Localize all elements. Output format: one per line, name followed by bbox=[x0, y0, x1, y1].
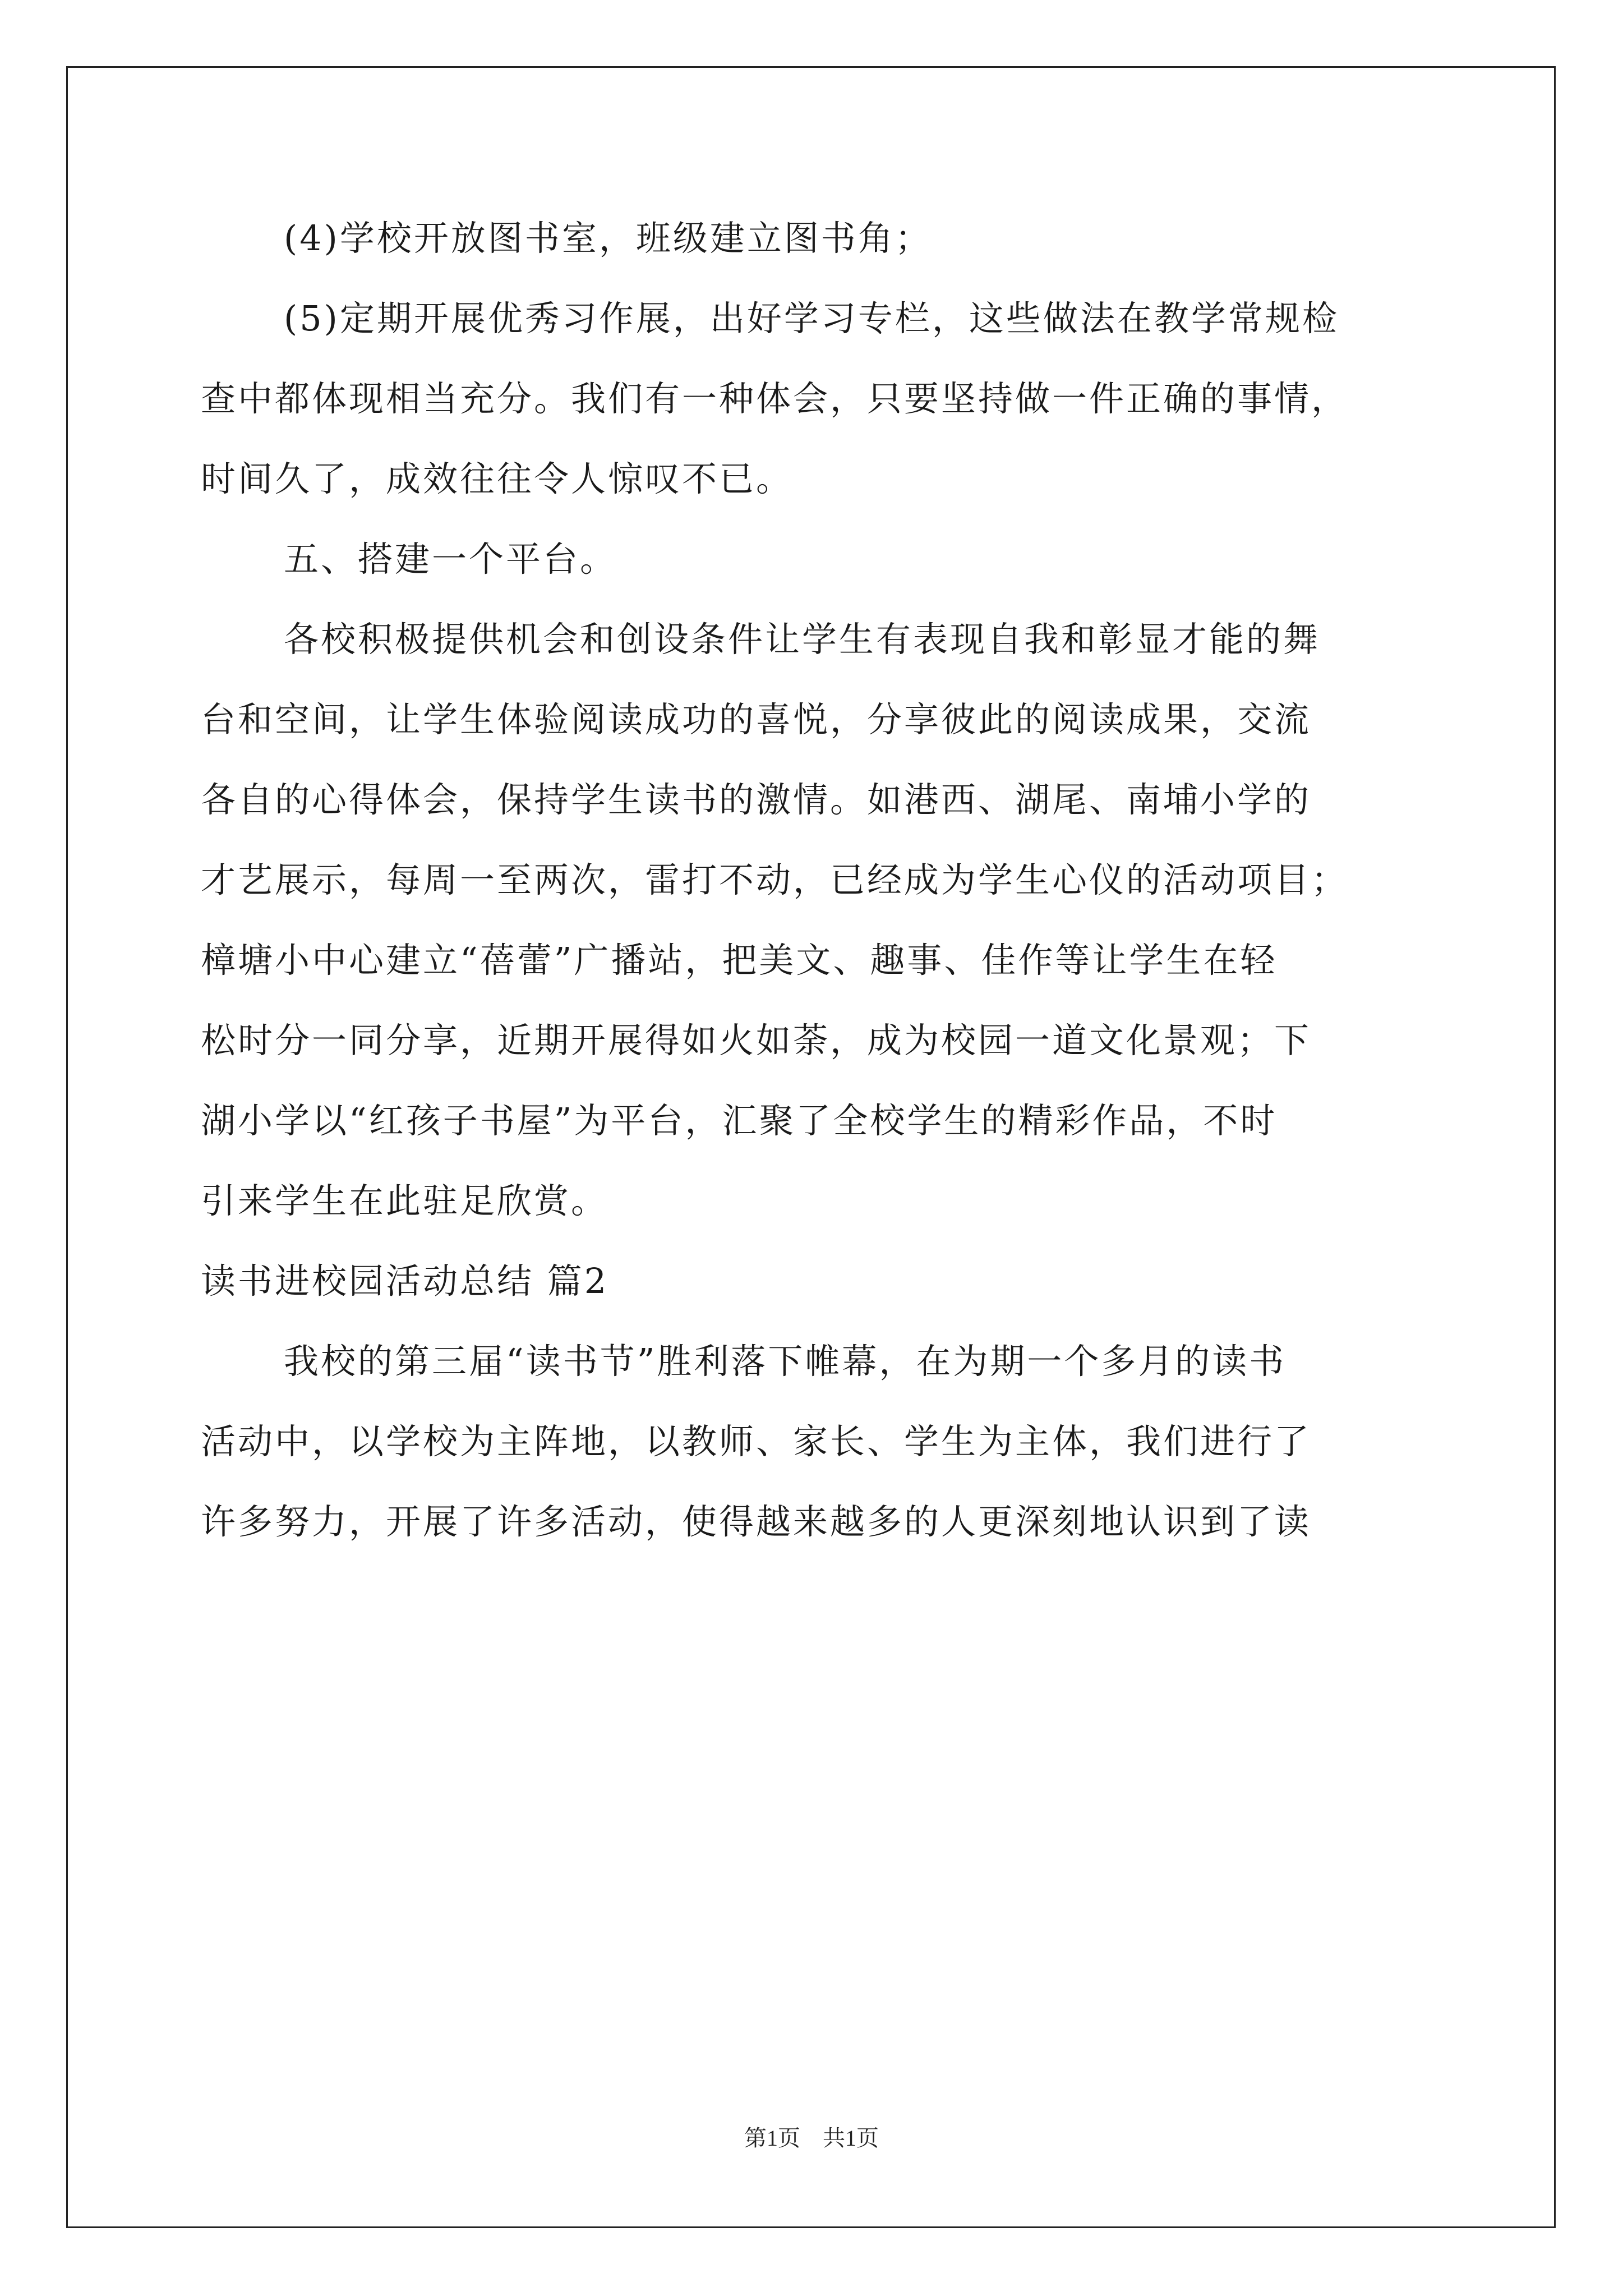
paragraph-line: 台和空间，让学生体验阅读成功的喜悦，分享彼此的阅读成果，交流 bbox=[201, 699, 1312, 740]
section-heading: 五、搭建一个平台。 bbox=[284, 539, 617, 579]
paragraph-line: 松时分一同分享，近期开展得如火如荼，成为校园一道文化景观；下 bbox=[201, 1020, 1312, 1061]
paragraph-line: 樟塘小中心建立“蓓蕾”广播站，把美文、趣事、佳作等让学生在轻 bbox=[201, 940, 1278, 981]
paragraph-line: 查中都体现相当充分。我们有一种体会，只要坚持做一件正确的事情， bbox=[201, 378, 1349, 419]
paragraph-line: 各自的心得体会，保持学生读书的激情。如港西、湖尾、南埔小学的 bbox=[201, 779, 1312, 820]
paragraph-line: 湖小学以“红孩子书屋”为平台，汇聚了全校学生的精彩作品，不时 bbox=[201, 1100, 1278, 1141]
paragraph-line: 许多努力，开展了许多活动，使得越来越多的人更深刻地认识到了读 bbox=[201, 1501, 1312, 1542]
paragraph-line: 时间久了，成效往往令人惊叹不已。 bbox=[201, 458, 794, 499]
paragraph-line: 我校的第三届“读书节”胜利落下帷幕，在为期一个多月的读书 bbox=[284, 1341, 1287, 1382]
paragraph-line: (4)学校开放图书室，班级建立图书角； bbox=[284, 218, 932, 259]
page-number-footer: 第1页 共1页 bbox=[744, 2125, 879, 2151]
paragraph-line: 活动中，以学校为主阵地，以教师、家长、学生为主体，我们进行了 bbox=[201, 1421, 1312, 1462]
paragraph-line: 才艺展示，每周一至两次，雷打不动，已经成为学生心仪的活动项目； bbox=[201, 859, 1349, 900]
paragraph-line: 引来学生在此驻足欣赏。 bbox=[201, 1180, 608, 1221]
paragraph-line: (5)定期开展优秀习作展，出好学习专栏，这些做法在教学常规检 bbox=[284, 298, 1339, 339]
article-title: 读书进校园活动总结 篇2 bbox=[201, 1260, 609, 1301]
paragraph-line: 各校积极提供机会和创设条件让学生有表现自我和彰显才能的舞 bbox=[284, 619, 1321, 660]
